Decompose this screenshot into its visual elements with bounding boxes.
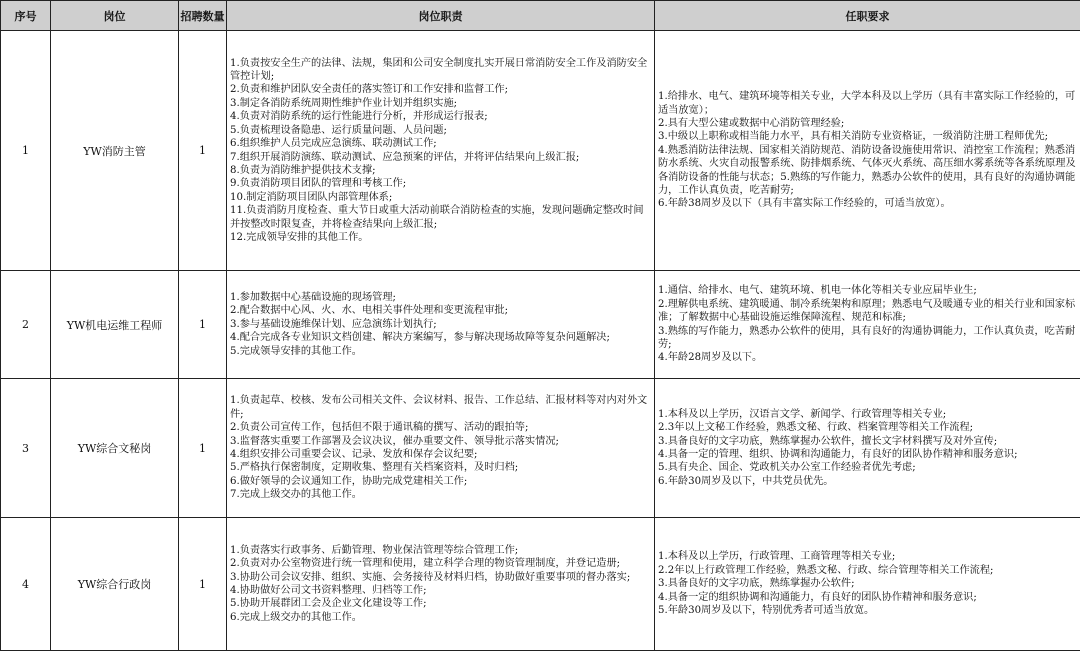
requirement-line: 2.理解供电系统、建筑暖通、制冷系统架构和原理；熟悉电气及暖通专业的相关行业和国家标准；了解数据中心基础设施运维保障流程、规范和标准; (658, 298, 1077, 325)
duty-line: 3.监督落实重要工作部署及会议决议，催办重要文件、领导批示落实情况; (230, 435, 651, 448)
requirement-line: 4.年龄28周岁及以下。 (658, 351, 1077, 364)
row-duties (227, 271, 655, 379)
requirement-line: 4.熟悉消防法律法规、国家相关消防规范、消防设备设施使用常识、消控室工作流程；熟悉消防水系统、火灾自动报警系统、防排烟系统、气体灭火系统、高压细水雾系统等各系统原理及各消防设备的性能与状态；5.熟练的写作能力，熟悉办公软件的使用，具有良好的沟通协调能力，工作认真负责，吃苦耐劳; (658, 144, 1077, 198)
duty-line: 10.制定消防项目团队内部管理体系; (230, 191, 651, 204)
row-count: 1 (179, 518, 227, 651)
row-serial: 4 (1, 518, 51, 651)
duty-line: 8.负责为消防维护提供技术支撑; (230, 164, 651, 177)
requirement-line: 1.本科及以上学历，行政管理、工商管理等相关专业; (658, 550, 1077, 563)
duty-line: 12.完成领导安排的其他工作。 (230, 231, 651, 244)
duty-line: 4.协助做好公司文书资料整理、归档等工作; (230, 584, 651, 597)
row-position: YW综合行政岗 (51, 518, 179, 651)
header-position: 岗位 (51, 1, 179, 31)
duty-line: 6.组织维护人员完成应急演练、联动测试工作; (230, 137, 651, 150)
duty-line: 6.完成上级交办的其他工作。 (230, 611, 651, 624)
row-position: YW综合文秘岗 (51, 379, 179, 518)
duty-line: 7.组织开展消防演练、联动测试、应急预案的评估，并将评估结果向上级汇报; (230, 151, 651, 164)
requirement-line: 2.具有大型公建或数据中心消防管理经验; (658, 117, 1077, 130)
row-requirements (655, 271, 1080, 379)
row-position: YW机电运维工程师 (51, 271, 179, 379)
requirement-line: 1.给排水、电气、建筑环境等相关专业，大学本科及以上学历（具有丰富实际工作经验的，可适当放宽）； (658, 90, 1077, 117)
duty-line: 5.严格执行保密制度，定期收集、整理有关档案资料，及时归档; (230, 461, 651, 474)
duty-line: 2.负责和维护团队安全责任的落实签订和工作安排和监督工作; (230, 83, 651, 96)
requirement-line: 3.具备良好的文字功底，熟练掌握办公软件; (658, 577, 1077, 590)
duty-line: 3.制定各消防系统周期性维护作业计划并组织实施; (230, 97, 651, 110)
duty-line: 4.组织安排公司重要会议、记录、发放和保存会议纪要; (230, 448, 651, 461)
header-requirements: 任职要求 (655, 1, 1080, 31)
row-requirements (655, 518, 1080, 651)
requirement-line: 6.年龄38周岁及以下（具有丰富实际工作经验的，可适当放宽）。 (658, 197, 1077, 210)
row-duties (227, 31, 655, 271)
header-duties: 岗位职责 (227, 1, 655, 31)
row-count: 1 (179, 271, 227, 379)
duty-line: 2.负责对办公室物资进行统一管理和使用，建立科学合理的物资管理制度，并登记造册; (230, 557, 651, 570)
table-header-row (1, 1, 1080, 31)
duty-line: 5.协助开展群团工会及企业文化建设等工作; (230, 597, 651, 610)
requirement-line: 6.年龄30周岁及以下，中共党员优先。 (658, 475, 1077, 488)
duty-line: 1.参加数据中心基础设施的现场管理; (230, 291, 651, 304)
row-count: 1 (179, 31, 227, 271)
duty-line: 1.负责按安全生产的法律、法规，集团和公司安全制度扎实开展日常消防安全工作及消防安全管控计划; (230, 57, 651, 84)
row-serial: 1 (1, 31, 51, 271)
duty-line: 2.配合数据中心风、火、水、电相关事件处理和变更流程审批; (230, 304, 651, 317)
duty-line: 7.完成上级交办的其他工作。 (230, 488, 651, 501)
requirement-line: 5.具有央企、国企、党政机关办公室工作经验者优先考虑; (658, 461, 1077, 474)
table-row (1, 379, 1080, 518)
requirement-line: 4.具备一定的组织协调和沟通能力，有良好的团队协作精神和服务意识; (658, 591, 1077, 604)
requirement-line: 3.具备良好的文字功底，熟练掌握办公软件，擅长文字材料撰写及对外宣传; (658, 435, 1077, 448)
row-duties (227, 518, 655, 651)
duty-line: 5.负责梳理设备隐患、运行质量问题、人员问题; (230, 124, 651, 137)
requirement-line: 3.熟练的写作能力，熟悉办公软件的使用，具有良好的沟通协调能力，工作认真负责，吃苦耐劳; (658, 325, 1077, 352)
requirement-line: 5.年龄30周岁及以下，特别优秀者可适当放宽。 (658, 604, 1077, 617)
duty-line: 3.参与基础设施维保计划、应急演练计划执行; (230, 318, 651, 331)
table-row (1, 271, 1080, 379)
requirement-line: 2.2年以上行政管理工作经验，熟悉文秘、行政、综合管理等相关工作流程; (658, 564, 1077, 577)
duty-line: 1.负责落实行政事务、后勤管理、物业保洁管理等综合管理工作; (230, 544, 651, 557)
requirement-line: 1.通信、给排水、电气、建筑环境、机电一体化等相关专业应届毕业生; (658, 284, 1077, 297)
requirement-line: 3.中级以上职称或相当能力水平，具有相关消防专业资格证，一级消防注册工程师优先; (658, 130, 1077, 143)
row-serial: 2 (1, 271, 51, 379)
table-row (1, 518, 1080, 651)
row-duties (227, 379, 655, 518)
duty-line: 9.负责消防项目团队的管理和考核工作; (230, 177, 651, 190)
duty-line: 5.完成领导安排的其他工作。 (230, 345, 651, 358)
requirement-line: 1.本科及以上学历，汉语言文学、新闻学、行政管理等相关专业; (658, 408, 1077, 421)
duty-line: 4.负责对消防系统的运行性能进行分析，并形成运行报表; (230, 110, 651, 123)
requirement-line: 2.3年以上文秘工作经验，熟悉文秘、行政、档案管理等相关工作流程; (658, 421, 1077, 434)
duty-line: 3.协助公司会议安排、组织、实施、会务接待及材料归档，协助做好重要事项的督办落实; (230, 571, 651, 584)
row-count: 1 (179, 379, 227, 518)
duty-line: 6.做好领导的会议通知工作，协助完成党建相关工作; (230, 475, 651, 488)
duty-line: 11.负责消防月度检查、重大节日或重大活动前联合消防检查的实施，发现问题确定整改时间并按整改时限复查，并将检查结果向上级汇报; (230, 204, 651, 231)
requirement-line: 4.具备一定的管理、组织、协调和沟通能力，有良好的团队协作精神和服务意识; (658, 448, 1077, 461)
duty-line: 2.负责公司宣传工作，包括但不限于通讯稿的撰写、活动的跟拍等; (230, 421, 651, 434)
row-requirements (655, 379, 1080, 518)
duty-line: 1.负责起草、校核、发布公司相关文件、会议材料、报告、工作总结、汇报材料等对内对外文件; (230, 394, 651, 421)
header-count: 招聘数量 (179, 1, 227, 31)
row-requirements (655, 31, 1080, 271)
table-row (1, 31, 1080, 271)
duty-line: 4.配合完成各专业知识文档创建、解决方案编写，参与解决现场故障等复杂问题解决; (230, 331, 651, 344)
row-position: YW消防主管 (51, 31, 179, 271)
row-serial: 3 (1, 379, 51, 518)
header-serial: 序号 (1, 1, 51, 31)
